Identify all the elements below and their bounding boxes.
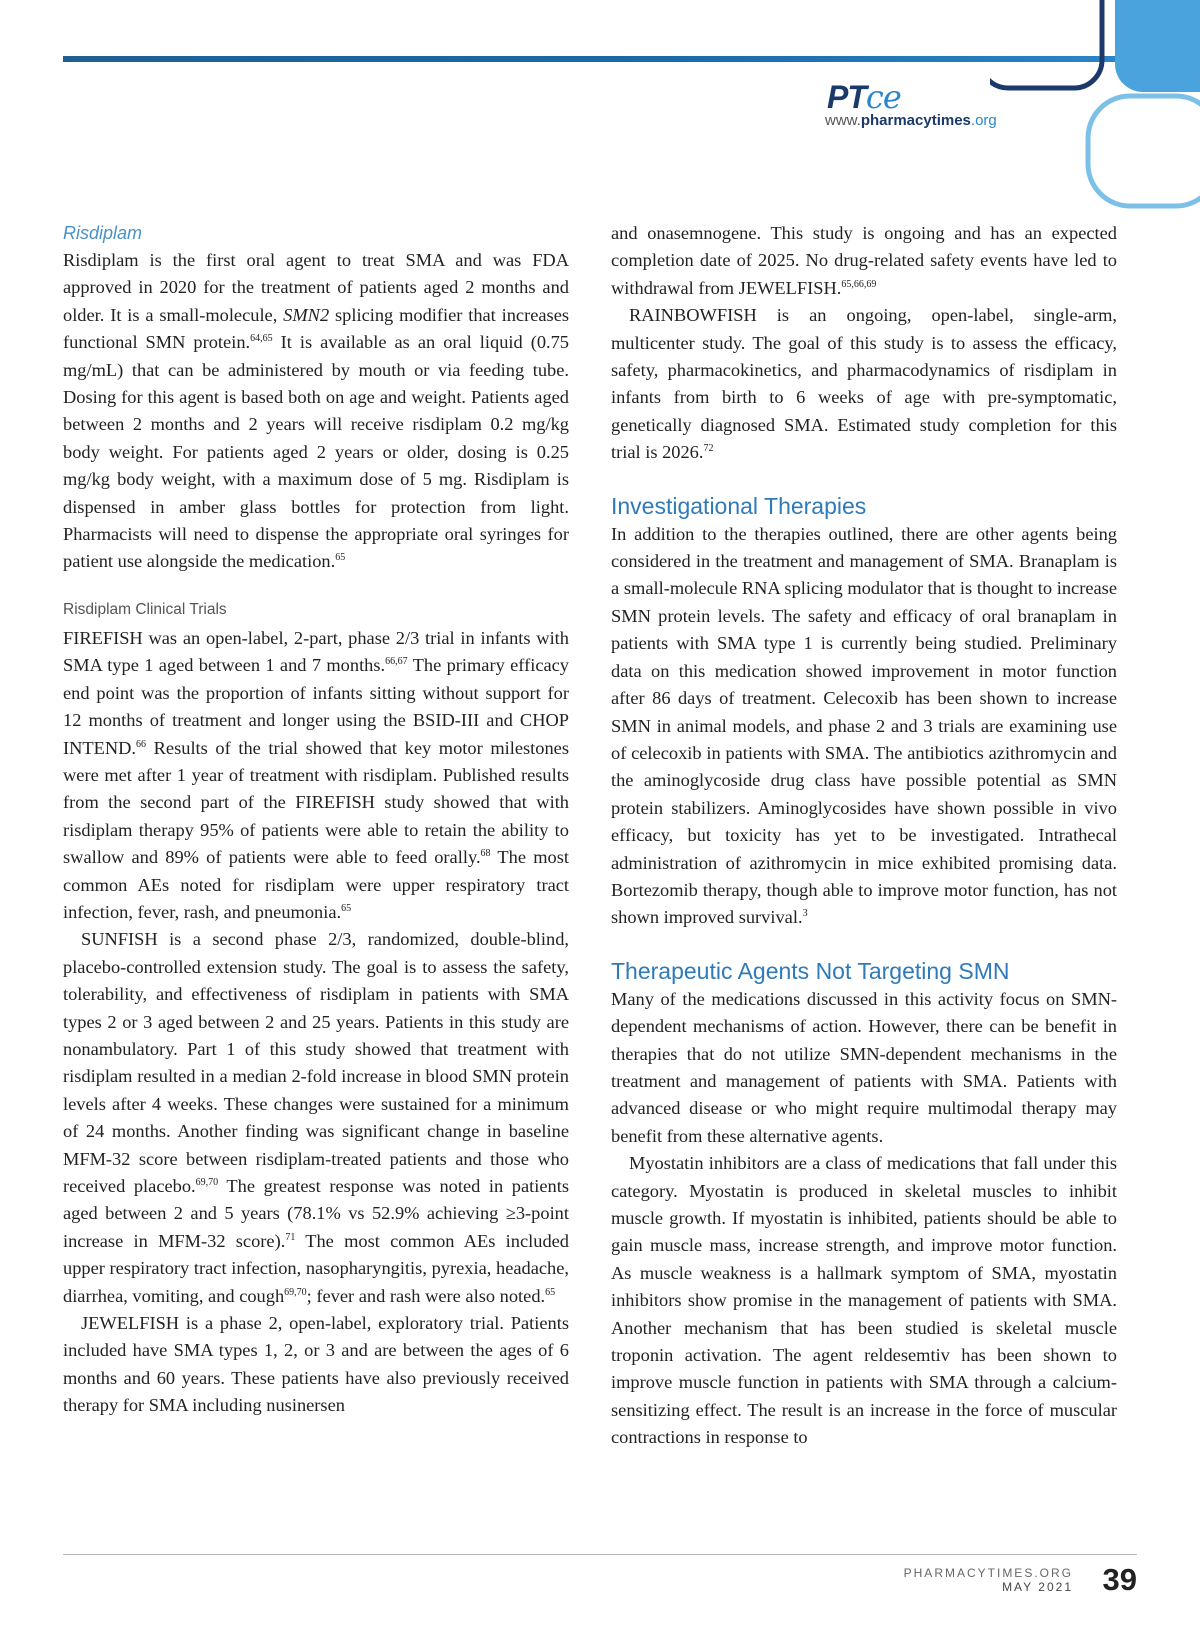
jewelfish-continued-paragraph: and onasemnogene. This study is ongoing and has an expected completion date of 2025. No drug-related safety events have led to withdrawal from JEWELFISH.$^{65,66,69}$ bbox=[611, 223, 1117, 298]
investigational-therapies-heading: Investigational Therapies bbox=[611, 492, 867, 519]
firefish-paragraph: FIREFISH was an open-label, 2-part, phase 2/3 trial in infants with SMA type 1 aged between 1 and 7 months.$^{66,67}$ The primary efficacy end point was the proportion of infants sitting without support for 12 months of treatment and longer using the BSID-III and CHOP INTEND.$^{66}$ Results of the trial showed that key motor milestones were met after 1 year of treatment with risdiplam. Published results from the second part of the FIREFISH study showed that with risdiplam therapy 95% of patients were able to retain the ability to swallow and 89% of patients were able to feed orally.$^{68}$ The most common AEs noted for risdiplam were upper respiratory tract infection, fever, rash, and pneumonia.$^{65}$ bbox=[63, 627, 570, 922]
non-smn-paragraph: Many of the medications discussed in this activity focus on SMN-dependent mechanisms of action. However, there can be benefit in therapies that do not utilize SMN-dependent mechanisms in the treatment and management of patients with SMA. Patients with advanced disease or who might require multimodal therapy may benefit from these alternative agents. bbox=[611, 988, 1117, 1146]
myostatin-paragraph: Myostatin inhibitors are a class of medications that fall under this category. Myostatin is produced in skeletal muscles to inhibit muscle growth. If myostatin is inhibited, patients should be able to gain muscle mass, increase strength, and improve motor function. As muscle weakness is a hallmark symptom of SMA, myostatin inhibitors show promise in the management of patients with SMA. Another mechanism that has been studied is skeletal muscle troponin activation. The agent reldesemtiv has been shown to improve muscle function in patients with SMA through a calcium-sensitizing effect. The result is an increase in the force of muscular contractions in response to bbox=[611, 1153, 1117, 1448]
right-column bbox=[611, 220, 1117, 1452]
clinical-trials-heading: Risdiplam Clinical Trials bbox=[63, 600, 227, 618]
page-number: 39 bbox=[1102, 1562, 1137, 1597]
rainbowfish-paragraph: RAINBOWFISH is an ongoing, open-label, single-arm, multicenter study. The goal of this study is to assess the efficacy, safety, pharmacokinetics, and pharmacodynamics of risdiplam in infants from birth to 6 weeks of age with pre-symptomatic, genetically diagnosed SMA. Estimated study completion for this trial is 2026.72 bbox=[611, 305, 1117, 463]
ptce-logo[interactable] bbox=[825, 78, 1035, 138]
non-smn-heading: Therapeutic Agents Not Targeting SMN bbox=[611, 957, 1010, 984]
logo-url: www.pharmacytimes.org bbox=[825, 112, 997, 129]
footer-site: PHARMACYTIMES.ORG bbox=[903, 1566, 1073, 1580]
risdiplam-heading: Risdiplam bbox=[63, 223, 143, 243]
left-column bbox=[63, 220, 569, 1420]
page-footer bbox=[877, 1562, 1137, 1606]
logo-wordmark: PTce bbox=[827, 78, 901, 116]
footer-date: MAY 2021 bbox=[1002, 1580, 1073, 1594]
footer-text bbox=[904, 1566, 1073, 1594]
risdiplam-paragraph: Risdiplam is the first oral agent to treat SMA and was FDA approved in 2020 for the treatment of patients aged 2 months and older. It is a small-molecule, SMN2 splicing modifier that increases functional SMN protein.$^{64,65}$ It is available as an oral liquid (0.75 mg/mL) that can be administered by mouth or via feeding tube. Dosing for this agent is based both on age and weight. Patients aged between 2 months and 2 years will receive risdiplam 0.2 mg/kg body weight. For patients aged 2 years or older, dosing is 0.25 mg/kg body weight, with a maximum dose of 5 mg. Risdiplam is dispensed in amber glass bottles for protection from light. Pharmacists will need to dispense the appropriate oral syringes for patient use alongside the medication.$^{65}$ bbox=[63, 250, 570, 572]
sunfish-paragraph: SUNFISH is a second phase 2/3, randomized, double-blind, placebo-controlled extension study. The goal is to assess the safety, tolerability, and effectiveness of risdiplam in patients with SMA types 2 or 3 aged between 2 and 25 years. Patients in this study are nonambulatory. Part 1 of this study showed that treatment with risdiplam resulted in a median 2-fold increase in blood SMN protein levels after 4 weeks. These changes were sustained for a minimum of 24 months. Another finding was significant change in baseline MFM-32 score between risdiplam-treated patients and those who received placebo.$^{69,70}$ The greatest response was noted in patients aged between 2 and 5 years (78.1% vs 52.9% achieving ≥3-point increase in MFM-32 score).$^{71}$ The most common AEs included upper respiratory tract infection, nasopharyngitis, pyrexia, headache, diarrhea, vomiting, and cough$^{69,70}$; fever and rash were also noted.$^{65}$ bbox=[63, 929, 570, 1306]
footer-rule bbox=[63, 1554, 1137, 1555]
investigational-paragraph: In addition to the therapies outlined, there are other agents being considered in the treatment and management of SMA. Branaplam is a small-molecule RNA splicing modulator that is thought to increase SMN protein levels. The safety and efficacy of oral branaplam in patients with SMA type 1 is currently being studied. Preliminary data on this medication showed improvement in motor function after 86 days of treatment. Celecoxib has been shown to increase SMN in animal models, and phase 2 and 3 trials are examining use of celecoxib in patients with SMA. The antibiotics azithromycin and the aminoglycoside drug class have possible potential as SMN protein stabilizers. Aminoglycosides have shown possible in vivo efficacy, but toxicity has yet to be investigated. Intrathecal administration of azithromycin in mice exhibited promising data. Bortezomib therapy, though able to improve motor function, has not shown improved survival.$^3$ bbox=[611, 523, 1117, 928]
jewelfish-paragraph: JEWELFISH is a phase 2, open-label, exploratory trial. Patients included have SMA types 1, 2, or 3 and are between the ages of 6 months and 60 years. These patients have also previously received therapy for SMA including nusinersen bbox=[63, 1313, 569, 1416]
